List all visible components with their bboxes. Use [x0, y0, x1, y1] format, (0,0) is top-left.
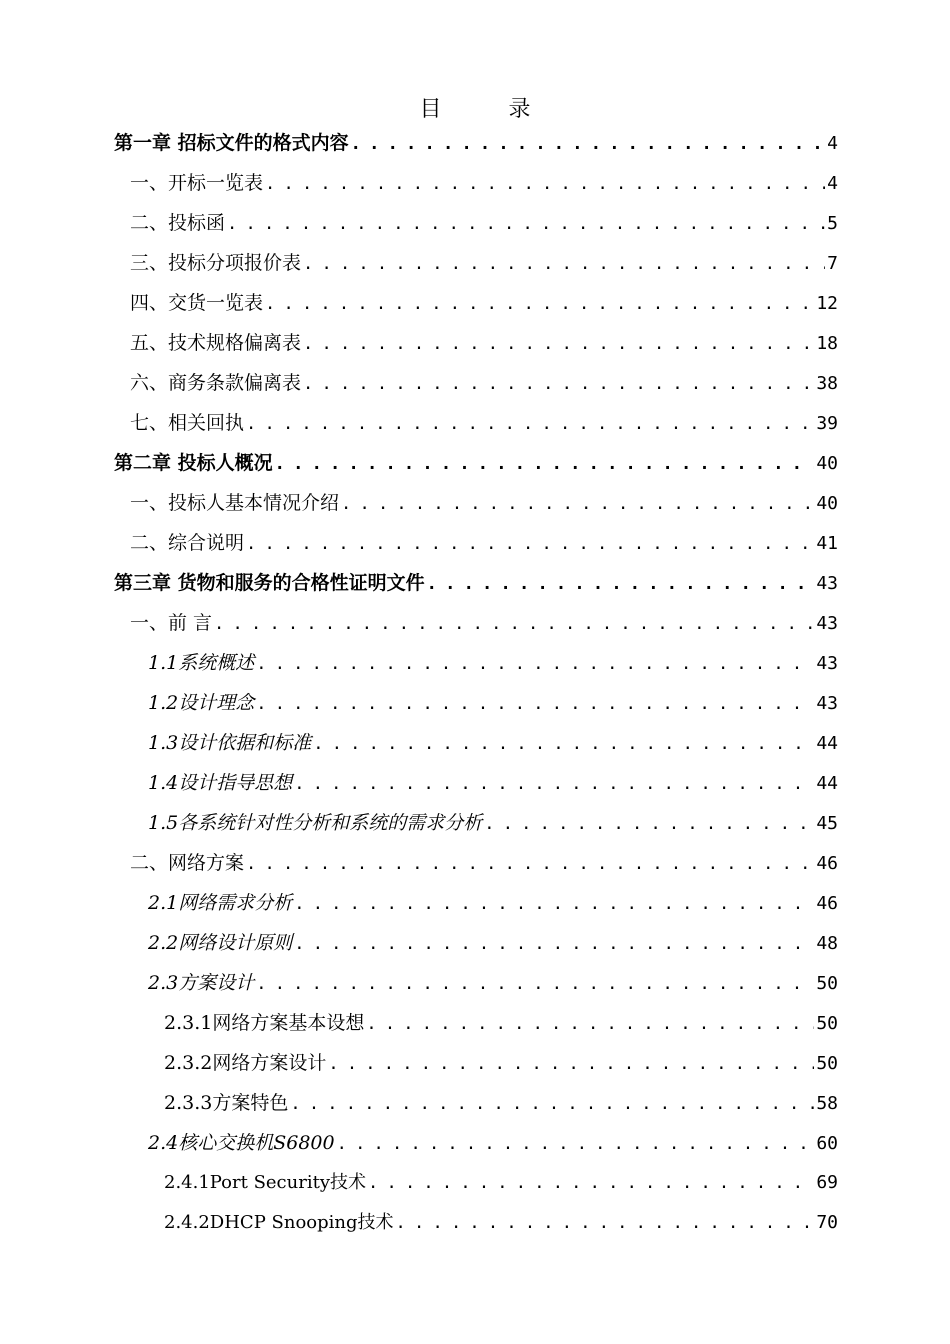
toc-title: 目 录 [419, 97, 561, 122]
toc-entry[interactable] [148, 968, 838, 998]
toc-leader-dots [246, 849, 814, 879]
toc-entry[interactable] [148, 808, 838, 838]
toc-page-number: 41 [816, 533, 838, 554]
toc-entry-label: 二、综合说明 [130, 532, 245, 554]
toc-leader-dots [368, 1168, 814, 1198]
toc-leader-dots [214, 609, 814, 639]
toc-entry-label: 一、开标一览表 [130, 172, 264, 194]
toc-entry-label: 2.2网络设计原则 [148, 932, 293, 954]
toc-entry[interactable] [130, 168, 838, 198]
toc-leader-dots [246, 409, 814, 439]
toc-page-number: 50 [816, 973, 838, 994]
toc-entry[interactable] [148, 1128, 838, 1158]
toc-page-number: 18 [816, 333, 838, 354]
toc-entry-label: 第三章 货物和服务的合格性证明文件 [114, 572, 425, 594]
toc-leader-dots [256, 649, 814, 679]
toc-chapter-entry[interactable] [114, 128, 838, 158]
toc-leader-dots [396, 1208, 815, 1238]
toc-leader-dots [256, 969, 814, 999]
toc-page-number: 44 [816, 733, 838, 754]
toc-page-number: 4 [827, 133, 838, 154]
toc-leader-dots [427, 569, 815, 599]
toc-entry[interactable] [148, 888, 838, 918]
toc-leader-dots [290, 1089, 814, 1119]
toc-entry[interactable] [164, 1208, 838, 1238]
toc-entry-label: 四、交货一览表 [130, 292, 264, 314]
toc-entry-label: 1.1系统概述 [148, 652, 255, 674]
toc-entry[interactable] [164, 1048, 838, 1078]
toc-entry[interactable] [130, 208, 838, 238]
toc-leader-dots [303, 329, 814, 359]
toc-entry-label: 三、投标分项报价表 [130, 252, 302, 274]
toc-entry-label: 2.4核心交换机S6800 [148, 1132, 335, 1154]
toc-page-number: 40 [816, 493, 838, 514]
toc-page-number: 69 [816, 1172, 838, 1193]
toc-entry-label: 2.3.1网络方案基本设想 [164, 1012, 365, 1034]
toc-entry-label: 1.5各系统针对性分析和系统的需求分析 [148, 812, 483, 834]
toc-leader-dots [337, 1129, 815, 1159]
toc-entry[interactable] [148, 688, 838, 718]
toc-entry[interactable] [130, 608, 838, 638]
toc-entry-label: 1.2设计理念 [148, 692, 255, 714]
toc-page-number: 38 [816, 373, 838, 394]
toc-leader-dots [265, 169, 825, 199]
toc-entry-label: 2.4.2DHCP Snooping技术 [164, 1212, 394, 1233]
toc-leader-dots [294, 889, 814, 919]
toc-entry[interactable] [130, 488, 838, 518]
toc-entry-label: 2.3.2网络方案设计 [164, 1052, 327, 1074]
toc-entry[interactable] [148, 928, 838, 958]
toc-leader-dots [313, 729, 814, 759]
toc-leader-dots [246, 529, 814, 559]
toc-page-number: 46 [816, 893, 838, 914]
toc-page-number: 4 [827, 173, 838, 194]
toc-entry-label: 1.4设计指导思想 [148, 772, 293, 794]
toc-leader-dots [294, 929, 814, 959]
toc-page-number: 12 [816, 293, 838, 314]
toc-entry[interactable] [130, 368, 838, 398]
toc-entry-label: 第一章 招标文件的格式内容 [114, 132, 349, 154]
toc-entry-label: 七、相关回执 [130, 412, 245, 434]
toc-entry-label: 1.3设计依据和标准 [148, 732, 312, 754]
toc-page-number: 43 [816, 653, 838, 674]
toc-page-number: 5 [827, 213, 838, 234]
toc-chapter-entry[interactable] [114, 448, 838, 478]
toc-leader-dots [351, 129, 826, 159]
toc-entry-label: 二、投标函 [130, 212, 226, 234]
toc-page-number: 43 [816, 573, 838, 594]
toc-entry[interactable] [164, 1008, 838, 1038]
toc-entry[interactable] [164, 1168, 838, 1198]
toc-entry-label: 一、前 言 [130, 612, 213, 634]
toc-entry[interactable] [130, 288, 838, 318]
toc-leader-dots [303, 249, 825, 279]
toc-leader-dots [265, 289, 814, 319]
toc-leader-dots [256, 689, 814, 719]
toc-entry-label: 2.3方案设计 [148, 972, 255, 994]
toc-page-number: 48 [816, 933, 838, 954]
toc-entry-label: 2.1网络需求分析 [148, 892, 293, 914]
toc-page-number: 45 [816, 813, 838, 834]
toc-page-number: 46 [816, 853, 838, 874]
toc-entry-label: 五、技术规格偏离表 [130, 332, 302, 354]
toc-page-number: 50 [816, 1013, 838, 1034]
toc-entry-label: 第二章 投标人概况 [114, 452, 273, 474]
toc-entry[interactable] [164, 1088, 838, 1118]
toc-page-number: 43 [816, 613, 838, 634]
toc-chapter-entry[interactable] [114, 568, 838, 598]
toc-entry-label: 2.4.1Port Security技术 [164, 1172, 366, 1193]
toc-page-number: 58 [816, 1093, 838, 1114]
toc-entry-label: 六、商务条款偏离表 [130, 372, 302, 394]
toc-page-number: 50 [816, 1053, 838, 1074]
toc-page-number: 40 [816, 453, 838, 474]
toc-entry-label: 二、网络方案 [130, 852, 245, 874]
toc-page-number: 7 [827, 253, 838, 274]
toc-entry[interactable] [148, 648, 838, 678]
toc-page-number: 43 [816, 693, 838, 714]
toc-leader-dots [227, 209, 825, 239]
toc-page-number: 39 [816, 413, 838, 434]
toc-leader-dots [303, 369, 814, 399]
toc-leader-dots [366, 1009, 814, 1039]
toc-entry[interactable] [148, 768, 838, 798]
toc-leader-dots [484, 809, 814, 839]
toc-leader-dots [294, 769, 814, 799]
toc-leader-dots [275, 449, 815, 479]
toc-entry[interactable] [148, 728, 838, 758]
toc-entry[interactable] [130, 528, 838, 558]
toc-page-number: 44 [816, 773, 838, 794]
toc-entry[interactable] [130, 328, 838, 358]
toc-entry-label: 2.3.3方案特色 [164, 1092, 289, 1114]
toc-page-number: 70 [816, 1212, 838, 1233]
toc-leader-dots [341, 489, 814, 519]
toc-entry[interactable] [130, 408, 838, 438]
toc-page-number: 60 [816, 1133, 838, 1154]
toc-entry[interactable] [130, 848, 838, 878]
toc-entry[interactable] [130, 248, 838, 278]
toc-leader-dots [328, 1049, 814, 1079]
toc-entry-label: 一、投标人基本情况介绍 [130, 492, 340, 514]
